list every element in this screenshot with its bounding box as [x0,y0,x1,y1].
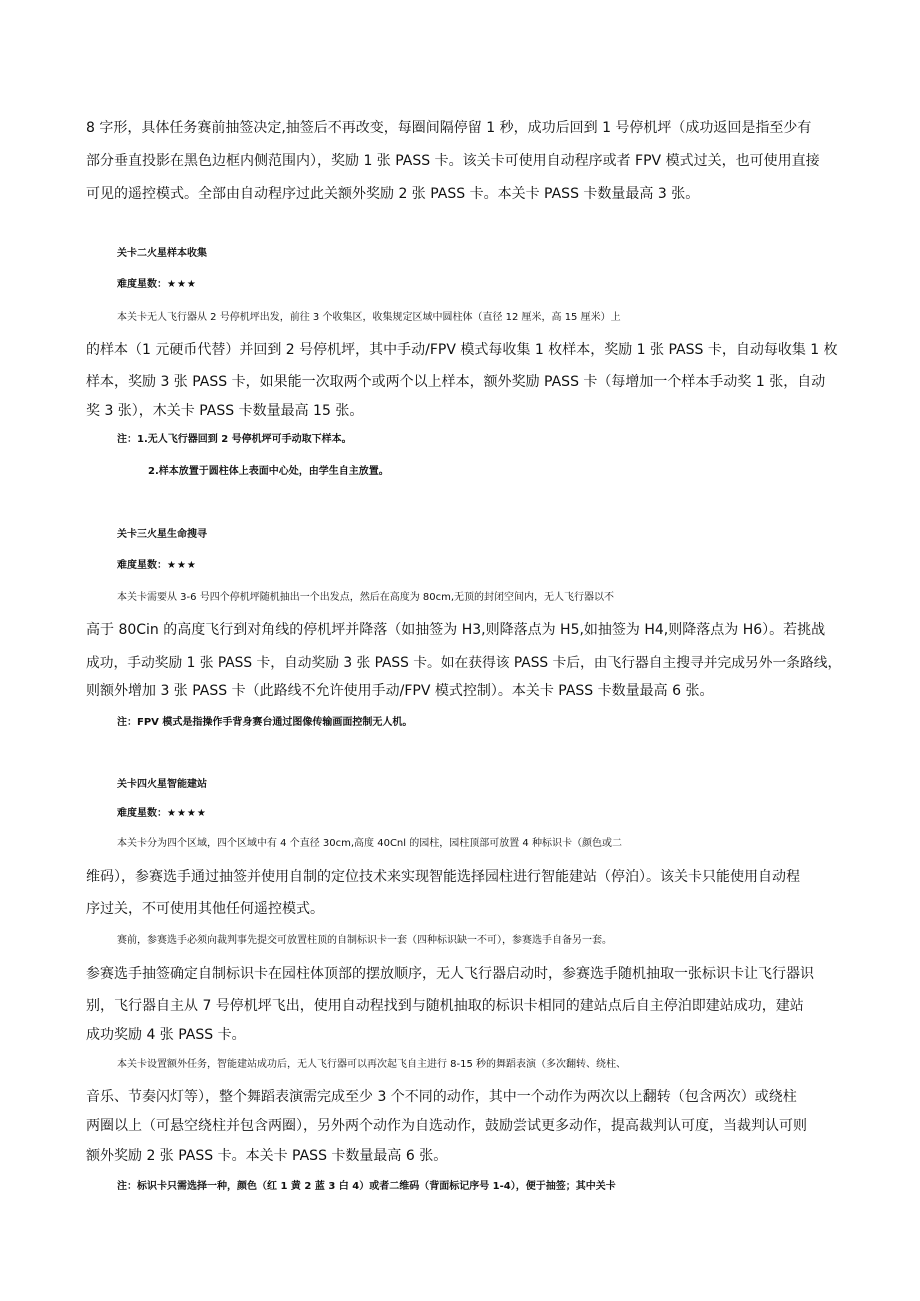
level2-body-line: 样本，奖励 3 张 PASS 卡，如果能一次取两个或两个以上样本，额外奖励 PASS 卡（每增加一个样本手动奖 1 张，自动 [86,374,826,390]
level2-body-line: 本关卡无人飞行器从 2 号停机坪出发，前往 3 个收集区，收集规定区域中圆柱体（直径 12 厘米，高 15 厘米）上 [117,312,621,323]
level4-body-line: 别，飞行器自主从 7 号停机坪飞出，使用自动程找到与随机抽取的标识卡相同的建站点后自主停泊即建站成功，建站 [86,998,804,1014]
level3-title: 关卡三火星生命搜寻 [117,529,207,540]
level3-body-line: 成功，手动奖励 1 张 PASS 卡，自动奖励 3 张 PASS 卡。如在获得该 PASS 卡后，由飞行器自主搜寻并完成另外一条路线， [86,655,842,671]
difficulty-label: 难度星数： [117,560,167,571]
difficulty-stars: ★★★ [167,560,197,571]
level4-difficulty [117,804,877,824]
level4-body-line: 两圈以上（可悬空绕柱并包含两圈），另外两个动作为自选动作，鼓励尝试更多动作，提高裁判认可度，当裁判认可则 [86,1118,807,1134]
level3-difficulty [117,556,877,576]
level4-note: 注：标识卡只需选择一种，颜色（红 1 黄 2 蓝 3 白 4）或者二维码（背面标记序号 1-4），便于抽签；其中关卡 [117,1181,616,1192]
difficulty-stars: ★★★ [167,279,197,290]
level4-body-line: 本关卡设置额外任务，智能建站成功后，无人飞行器可以再次起飞自主进行 8-15 秒的舞蹈表演（多次翻转、绕柱、 [117,1059,627,1070]
level4-body-line: 额外奖励 2 张 PASS 卡。本关卡 PASS 卡数量最高 6 张。 [86,1148,448,1164]
level2-title: 关卡二火星样本收集 [117,248,207,259]
intro-line: 8 字形，具体任务赛前抽签决定,抽签后不再改变，每圈间隔停留 1 秒，成功后回到 1 号停机坪（成功返回是指至少有 [86,120,812,136]
difficulty-label: 难度星数： [117,279,167,290]
level4-body-line: 成功奖励 4 张 PASS 卡。 [86,1027,246,1043]
level2-body-line: 的样本（1 元硬币代替）并回到 2 号停机坪，其中手动/FPV 模式每收集 1 枚样本，奖励 1 张 PASS 卡，自动每收集 1 枚 [86,342,838,358]
level2-body-line: 奖 3 张），木关卡 PASS 卡数量最高 15 张。 [86,403,364,419]
difficulty-stars: ★★★★ [167,808,207,819]
level4-body-line: 维码），参赛选手通过抽签并使用自制的定位技术来实现智能选择园柱进行智能建站（停泊）。该关卡只能使用自动程 [86,869,800,885]
intro-line: 可见的遥控模式。全部由自动程序过此关额外奖励 2 张 PASS 卡。本关卡 PASS 卡数量最高 3 张。 [86,186,700,202]
level4-body-line: 序过关，不可使用其他任何遥控模式。 [86,901,324,917]
level3-body-line: 本关卡需要从 3-6 号四个停机坪随机抽出一个出发点，然后在高度为 80cm,无顶的封闭空间内，无人飞行器以不 [117,592,615,603]
level2-note: 2.样本放置于圆柱体上表面中心处，由学生自主放置。 [148,466,389,477]
level3-note: 注：FPV 模式是指操作手背身赛台通过图像传输画面控制无人机。 [117,717,413,728]
level4-title: 关卡四火星智能建站 [117,779,207,790]
level2-difficulty [117,275,877,295]
difficulty-label: 难度星数： [117,808,167,819]
level3-body-line: 则额外增加 3 张 PASS 卡（此路线不允许使用手动/FPV 模式控制）。本关卡 PASS 卡数量最高 6 张。 [86,683,714,699]
level4-body-line: 音乐、节奏闪灯等），整个舞蹈表演需完成至少 3 个不同的动作，其中一个动作为两次以上翻转（包含两次）或绕柱 [86,1089,797,1105]
intro-line: 部分垂直投影在黑色边框内侧范围内），奖励 1 张 PASS 卡。该关卡可使用自动程序或者 FPV 模式过关，也可使用直接 [86,153,820,169]
level2-note: 注：1.无人飞行器回到 2 号停机坪可手动取下样本。 [117,434,352,445]
level4-body-line: 赛前，参赛选手必须向裁判事先提交可放置柱顶的自制标识卡一套（四种标识缺一不可），参赛选手自备另一套。 [117,935,612,946]
level4-body-line: 本关卡分为四个区域，四个区域中有 4 个直径 30cm,高度 40Cnl 的园柱，园柱顶部可放置 4 种标识卡（颜色或二 [117,838,622,849]
level3-body-line: 高于 80Cin 的高度飞行到对角线的停机坪并降落（如抽签为 H3,则降落点为 H5,如抽签为 H4,则降落点为 H6）。若挑战 [86,622,826,638]
level4-body-line: 参赛选手抽签确定自制标识卡在园柱体顶部的摆放顺序，无人飞行器启动时，参赛选手随机抽取一张标识卡让飞行器识 [86,966,814,982]
